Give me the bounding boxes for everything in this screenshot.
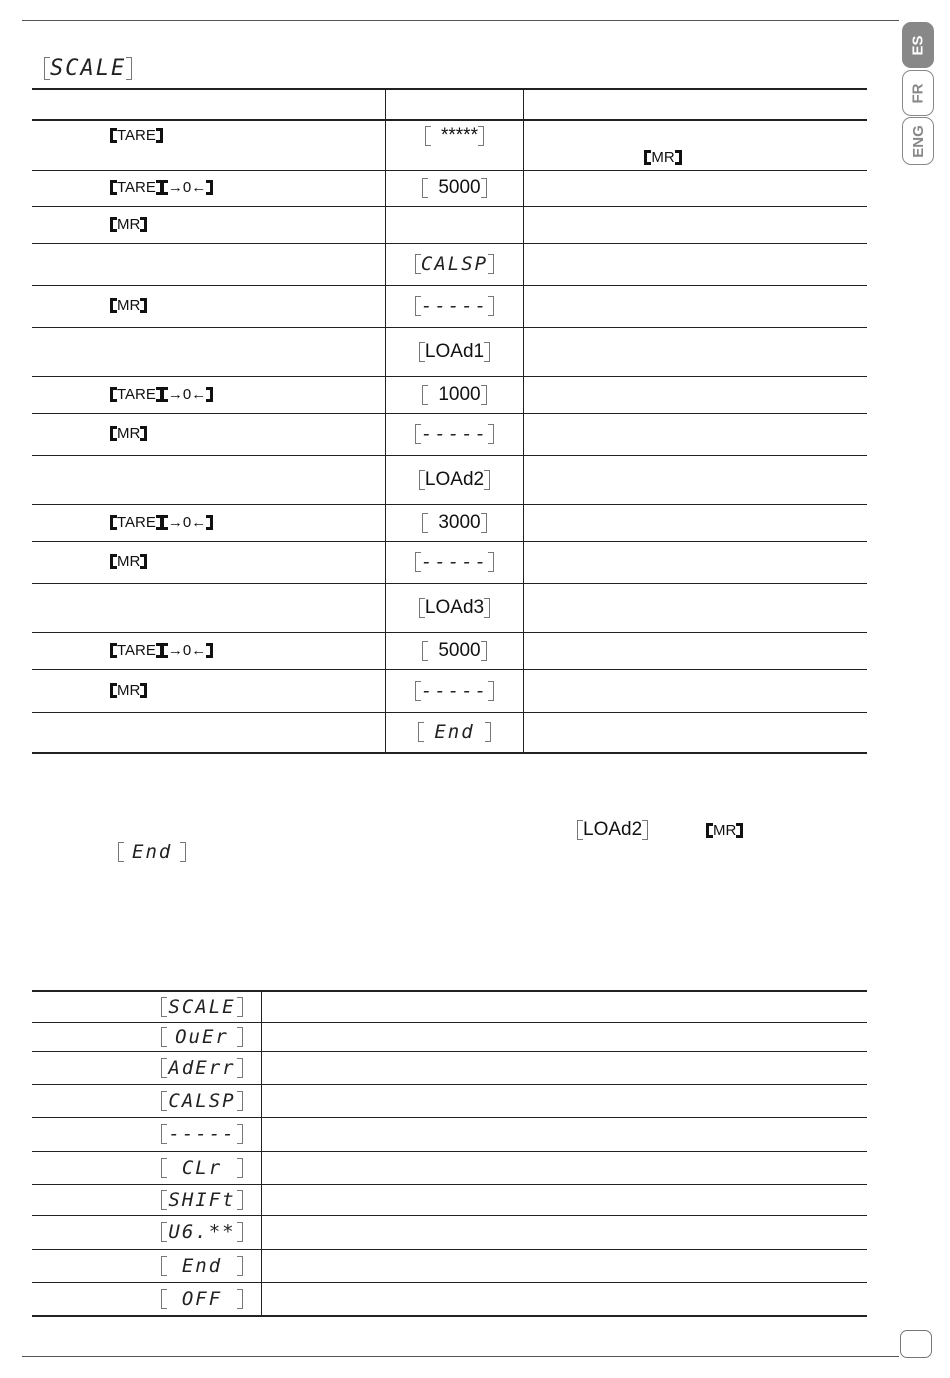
table-row (32, 669, 867, 712)
header-cell-display (386, 89, 524, 120)
message-display-cell (32, 1151, 262, 1184)
table-row (32, 376, 867, 413)
message-row (32, 1282, 867, 1316)
key-cell (32, 170, 386, 206)
key-cell (32, 455, 386, 504)
table-row (32, 455, 867, 504)
message-display-cell (32, 1282, 262, 1316)
message-row (32, 1084, 867, 1117)
display-readout: 5000 (422, 640, 486, 662)
message-description-cell (262, 1215, 868, 1249)
notes-cell (524, 285, 868, 327)
bottom-rule (22, 1356, 899, 1357)
key-label: →0← (161, 642, 213, 659)
calibration-steps-table (32, 88, 867, 754)
table-row (32, 327, 867, 376)
table-row (32, 243, 867, 285)
section-title (44, 56, 132, 81)
table-header-row (32, 89, 867, 120)
table-row (32, 206, 867, 243)
message-display: CALSP (161, 1090, 243, 1112)
display-cell (386, 243, 524, 285)
section-title-display: SCALE (44, 56, 132, 81)
table-row (32, 541, 867, 583)
display-readout: End (418, 721, 490, 743)
display-cell (386, 413, 524, 455)
notes-cell (524, 583, 868, 632)
note-end-display: End (118, 841, 186, 863)
display-cell (386, 285, 524, 327)
message-row (32, 1151, 867, 1184)
language-tab-label: FR (909, 83, 927, 103)
header-cell-notes (524, 89, 868, 120)
display-cell (386, 206, 524, 243)
table-row (32, 632, 867, 669)
display-readout: LOAd3 (419, 597, 490, 619)
notes-cell (524, 632, 868, 669)
display-messages-table (32, 990, 867, 1317)
notes-cell (524, 712, 868, 753)
display-readout: LOAd2 (419, 469, 490, 491)
message-row (32, 1215, 867, 1249)
key-label: TARE (110, 642, 163, 659)
message-display: OFF (161, 1288, 243, 1310)
key-cell (32, 206, 386, 243)
message-row (32, 1184, 867, 1215)
display-readout: ***** (425, 125, 484, 147)
message-display: ----- (161, 1123, 243, 1145)
key-cell (32, 632, 386, 669)
message-description-cell (262, 1022, 868, 1051)
message-display-cell (32, 1184, 262, 1215)
language-tab-fr[interactable] (902, 70, 934, 116)
display-cell (386, 120, 524, 170)
display-readout: ----- (415, 295, 494, 317)
message-description-cell (262, 1282, 868, 1316)
notes-cell (524, 504, 868, 541)
key-label: →0← (161, 179, 213, 196)
notes-cell (524, 413, 868, 455)
display-readout: 3000 (422, 512, 486, 534)
key-label: TARE (110, 514, 163, 531)
message-row (32, 1249, 867, 1282)
message-row (32, 1117, 867, 1151)
top-rule (22, 20, 899, 21)
key-label: →0← (161, 386, 213, 403)
notes-cell (524, 120, 868, 170)
note-key-label: MR (644, 149, 681, 166)
notes-cell (524, 170, 868, 206)
notes-cell (524, 243, 868, 285)
notes-cell (524, 669, 868, 712)
note-load-display: LOAd2 (577, 819, 648, 841)
note-mr-key: MR (706, 822, 743, 839)
display-readout: ----- (415, 551, 494, 573)
display-readout: LOAd1 (419, 341, 490, 363)
notes-cell (524, 327, 868, 376)
message-display: SCALE (161, 996, 243, 1018)
message-description-cell (262, 1184, 868, 1215)
page-number-box (900, 1330, 932, 1358)
key-cell (32, 327, 386, 376)
key-label: MR (110, 682, 147, 699)
key-cell (32, 243, 386, 285)
message-description-cell (262, 1084, 868, 1117)
key-label: TARE (110, 179, 163, 196)
key-label: MR (110, 553, 147, 570)
display-readout: 5000 (422, 177, 486, 199)
display-cell (386, 632, 524, 669)
display-readout: ----- (415, 680, 494, 702)
key-cell (32, 285, 386, 327)
table-row (32, 712, 867, 753)
key-cell (32, 583, 386, 632)
message-row (32, 1022, 867, 1051)
message-display: OuEr (161, 1026, 243, 1048)
header-cell-keys (32, 89, 386, 120)
message-description-cell (262, 1051, 868, 1084)
message-display: U6.** (161, 1221, 243, 1243)
message-display-cell (32, 1022, 262, 1051)
key-label: →0← (161, 514, 213, 531)
message-display-cell (32, 1249, 262, 1282)
display-cell (386, 455, 524, 504)
notes-cell (524, 455, 868, 504)
display-cell (386, 327, 524, 376)
table-row (32, 120, 867, 170)
language-tab-eng[interactable] (902, 117, 934, 165)
message-row (32, 991, 867, 1022)
message-display-cell (32, 1215, 262, 1249)
display-readout: CALSP (415, 253, 494, 275)
table-row (32, 504, 867, 541)
language-tab-es[interactable] (902, 22, 934, 68)
table-row (32, 285, 867, 327)
message-description-cell (262, 1117, 868, 1151)
table-row (32, 413, 867, 455)
notes-cell (524, 206, 868, 243)
key-label: MR (110, 425, 147, 442)
table-row (32, 170, 867, 206)
message-row (32, 1051, 867, 1084)
display-readout: ----- (415, 423, 494, 445)
message-display-cell (32, 991, 262, 1022)
key-cell (32, 504, 386, 541)
display-cell (386, 541, 524, 583)
key-cell (32, 376, 386, 413)
message-display-cell (32, 1084, 262, 1117)
display-cell (386, 669, 524, 712)
key-cell (32, 413, 386, 455)
message-display: End (161, 1255, 243, 1277)
display-cell (386, 583, 524, 632)
message-display-cell (32, 1051, 262, 1084)
language-tab-label: ENG (909, 124, 927, 158)
key-cell (32, 669, 386, 712)
key-cell (32, 712, 386, 753)
notes-cell (524, 376, 868, 413)
display-cell (386, 376, 524, 413)
language-tab-label: ES (909, 34, 927, 56)
notes-cell (524, 541, 868, 583)
message-display: SHIFt (161, 1189, 243, 1211)
key-cell (32, 120, 386, 170)
table-row (32, 583, 867, 632)
display-cell (386, 504, 524, 541)
key-label: TARE (110, 386, 163, 403)
key-cell (32, 541, 386, 583)
message-description-cell (262, 1151, 868, 1184)
message-display-cell (32, 1117, 262, 1151)
message-display: CLr (161, 1157, 243, 1179)
display-readout: 1000 (422, 384, 486, 406)
display-cell (386, 712, 524, 753)
message-display: AdErr (161, 1057, 243, 1079)
key-label: MR (110, 297, 147, 314)
message-description-cell (262, 1249, 868, 1282)
display-cell (386, 170, 524, 206)
message-description-cell (262, 991, 868, 1022)
key-label: MR (110, 216, 147, 233)
key-label: TARE (110, 127, 163, 144)
